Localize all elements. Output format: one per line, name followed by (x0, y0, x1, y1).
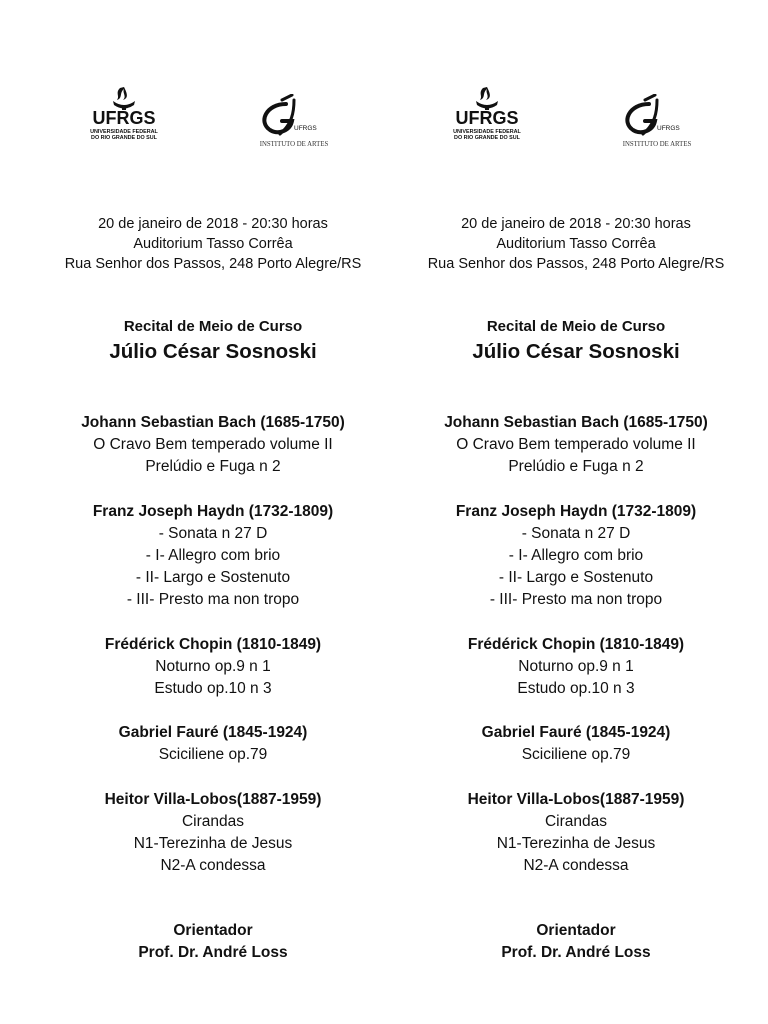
svg-text:UFRGS: UFRGS (657, 125, 680, 132)
piece-line: - Sonata n 27 D (158, 524, 268, 542)
recital-title: Recital de Meio de Curso (486, 318, 666, 335)
piece-line: - II- Largo e Sostenuto (498, 569, 654, 587)
composer-chopin: Frédérick Chopin (1810-1849) (467, 635, 685, 653)
ufrgs-logo (447, 84, 527, 148)
instituto-de-artes-logo (250, 94, 340, 150)
piece-line: Prelúdio e Fuga n 2 (508, 458, 644, 476)
composer-bach: Johann Sebastian Bach (1685-1750) (444, 414, 708, 431)
composer-haydn: Franz Joseph Haydn (1732-1809) (455, 502, 697, 520)
event-date: 20 de janeiro de 2018 - 20:30 horas (461, 216, 691, 232)
advisor-block (48, 920, 378, 964)
piece-line: Cirandas (544, 812, 608, 830)
piece-line: - II- Largo e Sostenuto (135, 569, 291, 587)
recital-heading (48, 316, 378, 366)
composer-chopin: Frédérick Chopin (1810-1849) (104, 635, 322, 653)
svg-text:INSTITUTO DE ARTES: INSTITUTO DE ARTES (259, 141, 329, 148)
piece-line: - I- Allegro com brio (145, 547, 281, 565)
piece-line: O Cravo Bem temperado volume II (456, 436, 696, 454)
event-info (411, 214, 741, 274)
advisor-label: Orientador (173, 922, 253, 939)
recital-title: Recital de Meio de Curso (123, 318, 303, 335)
program-copy-left (48, 0, 378, 1024)
piece-line: Estudo op.10 n 3 (517, 680, 635, 698)
event-venue: Auditorium Tasso Corrêa (496, 236, 656, 252)
advisor-label: Orientador (536, 922, 616, 939)
composer-faure: Gabriel Fauré (1845-1924) (481, 724, 671, 742)
svg-text:UFRGS: UFRGS (294, 125, 317, 132)
piece-line: - III- Presto ma non tropo (126, 591, 300, 609)
piece-line: N2-A condessa (523, 857, 629, 875)
svg-text:UFRGS: UFRGS (92, 108, 156, 128)
svg-text:DO RIO GRANDE DO SUL: DO RIO GRANDE DO SUL (91, 135, 157, 141)
piece-line: Noturno op.9 n 1 (155, 657, 271, 675)
logo-row (48, 84, 378, 154)
event-date: 20 de janeiro de 2018 - 20:30 horas (98, 216, 328, 232)
piece-line: N1-Terezinha de Jesus (133, 835, 293, 853)
piece-line: Cirandas (181, 812, 245, 830)
event-info (48, 214, 378, 274)
advisor-name: Prof. Dr. André Loss (138, 944, 288, 962)
svg-text:UFRGS: UFRGS (455, 108, 519, 128)
svg-text:DO RIO GRANDE DO SUL: DO RIO GRANDE DO SUL (454, 135, 520, 141)
composer-bach: Johann Sebastian Bach (1685-1750) (81, 414, 345, 431)
piece-line: Prelúdio e Fuga n 2 (145, 458, 281, 476)
logo-row (411, 84, 741, 154)
composer-haydn: Franz Joseph Haydn (1732-1809) (92, 502, 334, 520)
piece-line: Estudo op.10 n 3 (154, 680, 272, 698)
ufrgs-logo (84, 84, 164, 148)
piece-line: Sciciliene op.79 (521, 746, 631, 764)
piece-line: O Cravo Bem temperado volume II (93, 436, 333, 454)
svg-text:UNIVERSIDADE FEDERAL: UNIVERSIDADE FEDERAL (453, 129, 521, 135)
piece-line: Noturno op.9 n 1 (518, 657, 634, 675)
composer-villa-lobos: Heitor Villa-Lobos(1887-1959) (467, 790, 685, 808)
event-address: Rua Senhor dos Passos, 248 Porto Alegre/RS (64, 256, 362, 272)
piece-line: - III- Presto ma non tropo (489, 591, 663, 609)
program-copy-right (411, 0, 741, 1024)
composer-faure: Gabriel Fauré (1845-1924) (118, 724, 308, 742)
svg-text:UNIVERSIDADE FEDERAL: UNIVERSIDADE FEDERAL (90, 129, 158, 135)
piece-line: N2-A condessa (160, 857, 266, 875)
performer-name: Júlio César Sosnoski (109, 340, 317, 363)
performer-name: Júlio César Sosnoski (472, 340, 680, 363)
event-address: Rua Senhor dos Passos, 248 Porto Alegre/RS (427, 256, 725, 272)
instituto-de-artes-logo (613, 94, 703, 150)
composer-villa-lobos: Heitor Villa-Lobos(1887-1959) (104, 790, 322, 808)
advisor-name: Prof. Dr. André Loss (501, 944, 651, 962)
svg-text:INSTITUTO DE ARTES: INSTITUTO DE ARTES (622, 141, 692, 148)
program-list (48, 412, 378, 877)
piece-line: - Sonata n 27 D (521, 524, 631, 542)
program-list (411, 412, 741, 877)
piece-line: Sciciliene op.79 (158, 746, 268, 764)
advisor-block (411, 920, 741, 964)
piece-line: N1-Terezinha de Jesus (496, 835, 656, 853)
piece-line: - I- Allegro com brio (508, 547, 644, 565)
event-venue: Auditorium Tasso Corrêa (133, 236, 293, 252)
recital-heading (411, 316, 741, 366)
